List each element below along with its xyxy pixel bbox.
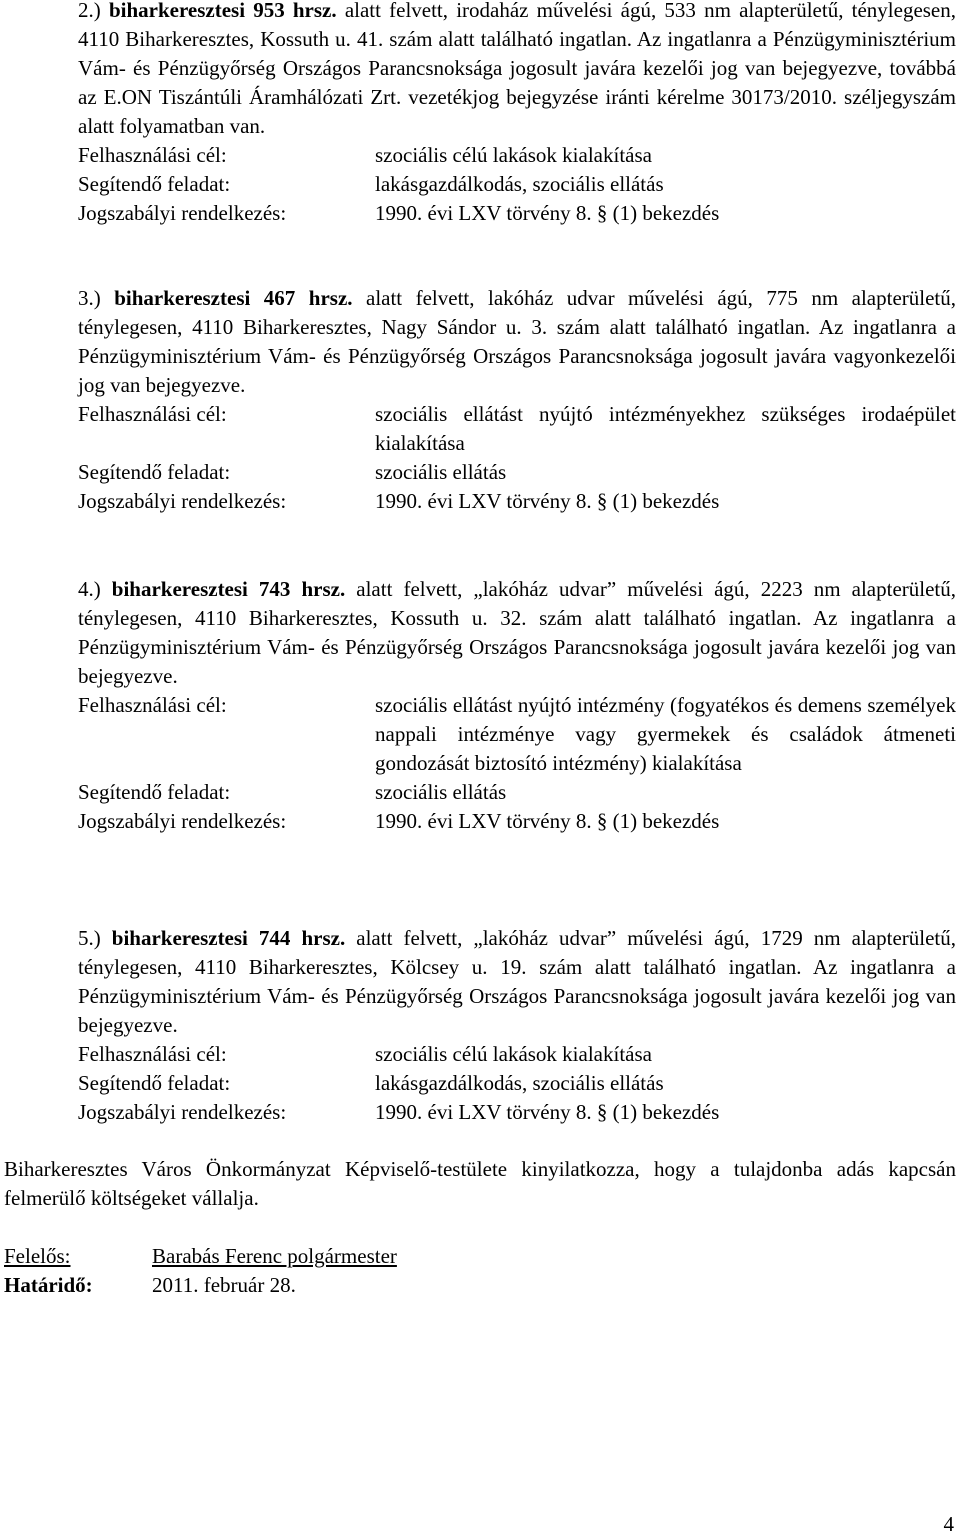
law-value: 1990. évi LXV törvény 8. § (1) bekezdés — [375, 1100, 720, 1124]
law-value: 1990. évi LXV törvény 8. § (1) bekezdés — [375, 201, 720, 225]
property-item-4 — [78, 575, 956, 836]
usage-label: Felhasználási cél: — [78, 402, 227, 426]
property-item-5 — [78, 924, 956, 1127]
property-details — [78, 400, 956, 516]
deadline-line — [4, 1271, 296, 1300]
law-label: Jogszabályi rendelkezés: — [78, 809, 287, 833]
item-number: 5.) — [78, 926, 101, 950]
task-value: lakásgazdálkodás, szociális ellátás — [375, 172, 664, 196]
task-value: lakásgazdálkodás, szociális ellátás — [375, 1071, 664, 1095]
property-item-2 — [78, 0, 956, 228]
property-description — [78, 0, 956, 141]
property-description — [78, 924, 956, 1040]
law-value: 1990. évi LXV törvény 8. § (1) bekezdés — [375, 489, 720, 513]
task-value: szociális ellátás — [375, 460, 507, 484]
usage-value: szociális ellátást nyújtó intézményekhez szükséges irodaépület kialakítása — [375, 402, 956, 455]
property-description — [78, 284, 956, 400]
task-label: Segítendő feladat: — [78, 1071, 231, 1095]
deadline-label: Határidő: — [4, 1273, 93, 1297]
responsible-value: Barabás Ferenc polgármester — [152, 1244, 397, 1268]
property-item-3 — [78, 284, 956, 516]
property-text: alatt felvett, lakóház udvar művelési ágú, 775 nm alapterületű, ténylegesen, 4110 Biharkeresztes, Nagy Sándor u. 3. szám alatt található ingatlan. Az ingatlanra a Pénzügyminisztérium Vám- és Pénzügyőrség Országos Parancsnoksága jogosult javára vagyonkezelői jog van bejegyezve. — [78, 286, 957, 397]
responsible-label: Felelős: — [4, 1244, 71, 1268]
item-number: 4.) — [78, 577, 101, 601]
law-label: Jogszabályi rendelkezés: — [78, 1100, 287, 1124]
task-label: Segítendő feladat: — [78, 460, 231, 484]
hrsz-label: biharkeresztesi 744 hrsz. — [111, 926, 346, 950]
usage-value: szociális ellátást nyújtó intézmény (fogyatékos és demens személyek nappali intézménye vagy gyermekek és családok átmeneti gondozását biztosító intézmény) kialakítása — [375, 693, 956, 775]
responsible-line — [4, 1242, 397, 1271]
property-details — [78, 141, 956, 228]
task-label: Segítendő feladat: — [78, 172, 231, 196]
hrsz-label: biharkeresztesi 467 hrsz. — [114, 286, 353, 310]
item-number: 2.) — [78, 0, 101, 22]
law-value: 1990. évi LXV törvény 8. § (1) bekezdés — [375, 809, 720, 833]
task-label: Segítendő feladat: — [78, 780, 231, 804]
property-description — [78, 575, 956, 691]
hrsz-label: biharkeresztesi 953 hrsz. — [108, 0, 337, 22]
usage-label: Felhasználási cél: — [78, 1042, 227, 1066]
deadline-value: 2011. február 28. — [152, 1273, 296, 1297]
property-text: alatt felvett, irodaház művelési ágú, 533 nm alapterületű, ténylegesen, 4110 Biharkeresztes, Kossuth u. 41. szám alatt található ingatlan. Az ingatlanra a Pénzügyminisztérium Vám- és Pénzügyőrség Országos Parancsnoksága jogosult javára kezelői jog van bejegyezve, továbbá az E.ON Tiszántúli Áramhálózati Zrt. vezetékjog bejegyzése iránti kérelme 30173/2010. széljegyszám alatt folyamatban van. — [78, 0, 957, 138]
property-text: alatt felvett, „lakóház udvar” művelési ágú, 1729 nm alapterületű, ténylegesen, 4110 Biharkeresztes, Kölcsey u. 19. szám alatt található ingatlan. Az ingatlanra a Pénzügyminisztérium Vám- és Pénzügyőrség Országos Parancsnoksága jogosult javára kezelői jog van bejegyezve. — [78, 926, 956, 1037]
usage-label: Felhasználási cél: — [78, 693, 227, 717]
hrsz-label: biharkeresztesi 743 hrsz. — [111, 577, 346, 601]
usage-value: szociális célú lakások kialakítása — [375, 1042, 652, 1066]
item-number: 3.) — [78, 286, 101, 310]
property-details — [78, 1040, 956, 1127]
property-text: alatt felvett, „lakóház udvar” művelési ágú, 2223 nm alapterületű, ténylegesen, 4110 Biharkeresztes, Kossuth u. 32. szám alatt található ingatlan. Az ingatlanra a Pénzügyminisztérium Vám- és Pénzügyőrség Országos Parancsnoksága jogosult javára kezelői jog van bejegyezve. — [78, 577, 956, 688]
page-number: 4 — [943, 1512, 954, 1536]
usage-label: Felhasználási cél: — [78, 143, 227, 167]
law-label: Jogszabályi rendelkezés: — [78, 201, 287, 225]
usage-value: szociális célú lakások kialakítása — [375, 143, 652, 167]
task-value: szociális ellátás — [375, 780, 507, 804]
property-details — [78, 691, 956, 836]
law-label: Jogszabályi rendelkezés: — [78, 489, 287, 513]
closing-statement: Biharkeresztes Város Önkormányzat Képviselő-testülete kinyilatkozza, hogy a tulajdonba adás kapcsán felmerülő költségeket vállalja. — [4, 1157, 956, 1210]
